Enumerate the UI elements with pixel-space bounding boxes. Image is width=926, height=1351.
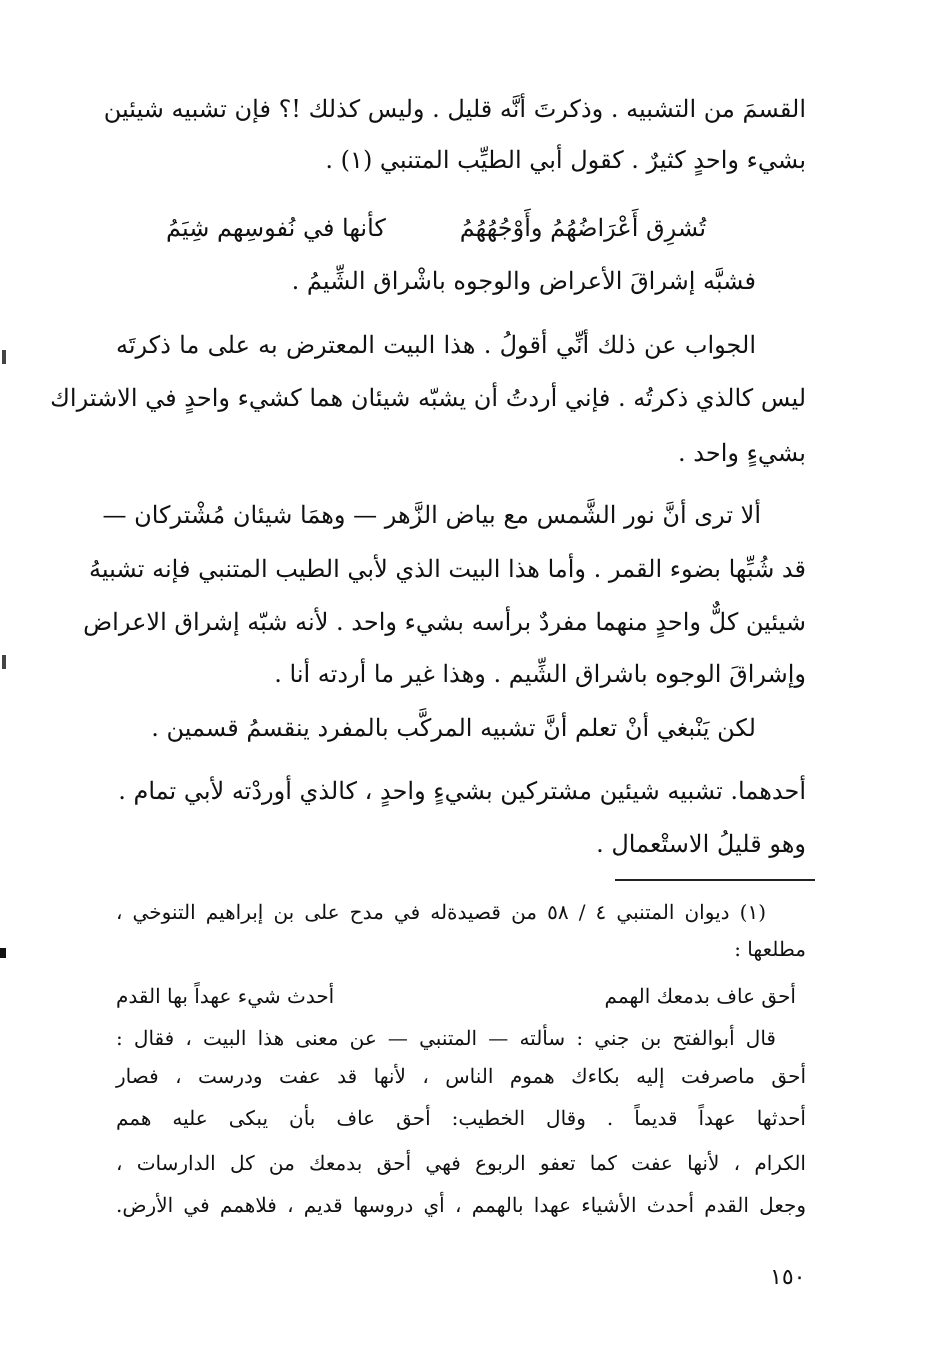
footnote-line: (١) ديوان المتنبي ٤ / ٥٨ من قصيدةله في مدح على بن إبراهيم التنوخي ،	[116, 900, 767, 924]
footnote-line: الكرام ، لأنها عفت كما تعفو الربوع فهي أحق بدمعك من كل الدارسات ،	[116, 1151, 806, 1175]
footnote-separator	[615, 879, 815, 881]
scan-edge-mark	[0, 948, 6, 958]
scan-edge-mark	[2, 655, 6, 669]
verse-first-hemistich: تُشرِق أَعْرَاضُهُمُ وأَوْجُهُهُمُ	[459, 214, 706, 242]
body-line: أحدهما. تشبيه شيئين مشتركين بشيءٍ واحدٍ ، كالذي أوردْته لأبي تمام .	[118, 777, 806, 805]
footnote-verse	[116, 981, 796, 1011]
page-number: ١٥٠	[770, 1265, 806, 1290]
footnote-verse-first: أحق عاف بدمعك الهمم	[604, 984, 796, 1008]
footnote-verse-second: أحدث شيء عهداً بها القدم	[116, 984, 335, 1008]
body-line: بشيء واحدٍ كثيرٌ . كقول أبي الطيِّب المتنبي (١) .	[325, 146, 806, 174]
body-line: وهو قليلُ الاستْعمال .	[596, 830, 806, 858]
verse-second-hemistich: كأنها في نُفوسِهم شِيَمُ	[166, 214, 386, 242]
body-line: لكن يَنْبغي أنْ تعلم أنَّ تشبيه المركَّب بالمفرد ينقسمُ قسمين .	[151, 714, 756, 742]
footnote-line: قال أبوالفتح بن جني : سألته — المتنبي — عن معنى هذا البيت ، فقال :	[116, 1026, 776, 1050]
body-line: بشيءٍ واحد .	[678, 439, 806, 467]
body-line: ليس كالذي ذكرتُه . فإني أردتُ أن يشبّه شيئان هما كشيء واحدٍ في الاشتراك	[50, 384, 806, 412]
body-line: وإشراقَ الوجوه باشراق الشِّيم . وهذا غير ما أردته أنا .	[274, 660, 806, 688]
scan-edge-mark	[2, 350, 6, 364]
body-line: فشبَّه إشراقَ الأعراض والوجوه باشْراق الشِّيمُ .	[291, 267, 756, 295]
verse-line	[166, 211, 706, 245]
footnote-line: أحدثها عهداً قديماً . وقال الخطيب: أحق عاف بأن يبكى عليه همم	[116, 1106, 806, 1130]
footnote-line: وجعل القدم أحدث الأشياء عهدا بالهمم ، أي دروسها قديم ، فلاهمم في الأرض.	[116, 1193, 806, 1217]
footnote-line: مطلعها :	[734, 937, 806, 961]
footnote-line: أحق ماصرفت إليه بكاءك هموم الناس ، لأنها قد عفت ودرست ، فصار	[116, 1064, 806, 1088]
body-line: شيئين كلٌّ واحدٍ منهما مفردٌ برأسه بشيء واحد . لأنه شبّه إشراق الاعراض	[83, 608, 806, 636]
body-line: ألا ترى أنَّ نور الشَّمس مع بياض الزَّهر — وهمَا شيئان مُشْتركان —	[102, 501, 761, 529]
body-line: الجواب عن ذلك أنِّي أقولُ . هذا البيت المعترض به على ما ذكرتَه	[116, 331, 756, 359]
body-line: قد شُبِّها بضوء القمر . وأما هذا البيت الذي لأبي الطيب المتنبي فإنه تشبيهُ	[89, 555, 806, 583]
body-line: القسمَ من التشبيه . وذكرتَ أنَّه قليل . وليس كذلك !؟ فإن تشبيه شيئين	[103, 95, 806, 123]
